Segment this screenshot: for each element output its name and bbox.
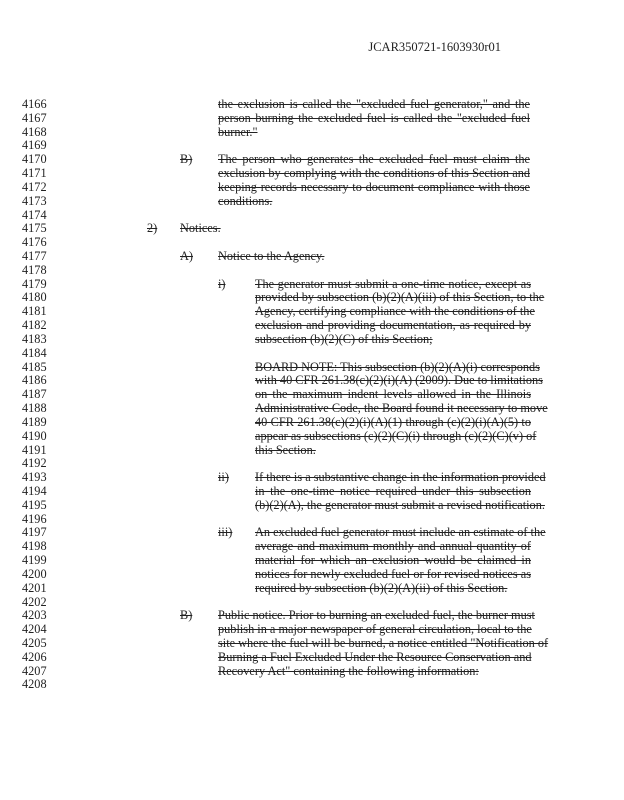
- document-line: [0, 539, 624, 553]
- document-line: [0, 180, 624, 194]
- subsection-label: A): [180, 249, 193, 264]
- document-line: [0, 111, 624, 125]
- line-number: 4205: [22, 635, 47, 650]
- line-number: 4202: [22, 594, 47, 609]
- document-line: [0, 456, 624, 470]
- document-line: [0, 332, 624, 346]
- line-number: 4166: [22, 97, 47, 111]
- line-text: subsection (b)(2)(C) of this Section;: [255, 331, 433, 346]
- document-line: [0, 263, 624, 277]
- line-text: The generator must submit a one-time notice, except as: [255, 276, 531, 291]
- line-number: 4200: [22, 566, 47, 581]
- line-number: 4173: [22, 193, 47, 208]
- line-text: Agency, certifying compliance with the conditions of the: [255, 304, 535, 319]
- line-number: 4190: [22, 428, 47, 443]
- document-line: [0, 221, 624, 235]
- line-text: person burning the excluded fuel is called the "excluded fuel: [218, 110, 530, 125]
- line-text: conditions.: [218, 193, 273, 208]
- document-line: [0, 125, 624, 139]
- document-line: [0, 567, 624, 581]
- line-text: material for which an exclusion would be claimed in: [255, 553, 531, 568]
- line-number: 4206: [22, 649, 47, 664]
- line-text: in the one-time notice required under this subsection: [255, 483, 531, 498]
- line-text: Burning a Fuel Excluded Under the Resource Conservation and: [218, 649, 532, 664]
- line-text: Notices.: [180, 221, 221, 236]
- document-line: [0, 484, 624, 498]
- line-number: 4172: [22, 179, 47, 194]
- document-line: [0, 525, 624, 539]
- line-number: 4204: [22, 622, 47, 637]
- line-number: 4183: [22, 331, 47, 346]
- line-text: with 40 CFR 261.38(c)(2)(i)(A) (2009). Due to limitations: [255, 373, 543, 388]
- document-line: [0, 208, 624, 222]
- document-line: [0, 443, 624, 457]
- line-number: 4195: [22, 497, 47, 512]
- line-text: keeping records necessary to document compliance with those: [218, 179, 530, 194]
- document-line: [0, 622, 624, 636]
- document-line: [0, 97, 624, 111]
- subsection-label: B): [180, 608, 193, 623]
- line-text: 40 CFR 261.38(c)(2)(i)(A)(1) through (c)(2)(i)(A)(5) to: [255, 414, 531, 429]
- line-number: 4187: [22, 387, 47, 402]
- line-text: publish in a major newspaper of general circulation, local to the: [218, 622, 532, 637]
- line-number: 4188: [22, 401, 47, 416]
- document-line: [0, 512, 624, 526]
- document-line: [0, 650, 624, 664]
- subsection-label: B): [180, 152, 193, 167]
- document-line: [0, 429, 624, 443]
- document-line: [0, 373, 624, 387]
- document-line: [0, 470, 624, 484]
- line-text: the exclusion is called the "excluded fuel generator," and the: [218, 97, 530, 111]
- line-text: this Section.: [255, 442, 316, 457]
- line-text: appear as subsections (c)(2)(C)(i) through (c)(2)(C)(v) of: [255, 428, 537, 443]
- document-line: [0, 401, 624, 415]
- line-number: 4178: [22, 262, 47, 277]
- line-text: provided by subsection (b)(2)(A)(iii) of this Section, to the: [255, 290, 545, 305]
- document-line: [0, 152, 624, 166]
- document-line: [0, 166, 624, 180]
- document-line: [0, 415, 624, 429]
- line-text: required by subsection (b)(2)(A)(ii) of this Section.: [255, 580, 508, 595]
- line-text: exclusion by complying with the conditions of this Section and: [218, 166, 530, 181]
- line-text: (b)(2)(A), the generator must submit a revised notification.: [255, 497, 545, 512]
- document-id-header: JCAR350721-1603930r01: [368, 40, 501, 54]
- document-line: [0, 318, 624, 332]
- document-line: [0, 553, 624, 567]
- document-line: [0, 304, 624, 318]
- document-line: [0, 360, 624, 374]
- line-text: average and maximum monthly and annual quantity of: [255, 539, 531, 554]
- line-text: Recovery Act" containing the following information:: [218, 663, 479, 678]
- document-line: [0, 636, 624, 650]
- document-line: [0, 387, 624, 401]
- line-number: 4177: [22, 249, 47, 264]
- document-line: [0, 346, 624, 360]
- line-text: burner.": [218, 124, 258, 139]
- document-line: [0, 277, 624, 291]
- line-number: 4184: [22, 345, 47, 360]
- line-number: 4179: [22, 276, 47, 291]
- line-number: 4180: [22, 290, 47, 305]
- line-number: 4199: [22, 553, 47, 568]
- line-number: 4189: [22, 414, 47, 429]
- line-text: site where the fuel will be burned, a notice entitled "Notification of: [218, 635, 549, 650]
- line-text: The person who generates the excluded fuel must claim the: [218, 152, 530, 167]
- line-number: 4175: [22, 221, 47, 236]
- line-text: BOARD NOTE: This subsection (b)(2)(A)(i) corresponds: [255, 359, 540, 374]
- line-number: 4192: [22, 456, 47, 471]
- line-number: 4193: [22, 470, 47, 485]
- subsection-label: iii): [218, 525, 233, 540]
- line-number: 4171: [22, 166, 47, 181]
- document-line: [0, 498, 624, 512]
- line-number: 4169: [22, 138, 47, 153]
- line-number: 4194: [22, 483, 47, 498]
- document-line: [0, 290, 624, 304]
- subsection-label: 2): [147, 221, 158, 236]
- document-line: [0, 677, 624, 691]
- document-line: [0, 595, 624, 609]
- line-number: 4168: [22, 124, 47, 139]
- document-line: [0, 194, 624, 208]
- line-text: Administrative Code, the Board found it necessary to move: [255, 401, 548, 416]
- line-text: on the maximum indent levels allowed in the Illinois: [255, 387, 531, 402]
- document-line: [0, 608, 624, 622]
- document-line: [0, 664, 624, 678]
- document-line: [0, 581, 624, 595]
- document-line: [0, 235, 624, 249]
- line-number: 4181: [22, 304, 47, 319]
- line-number: 4170: [22, 152, 47, 167]
- line-text: Public notice. Prior to burning an excluded fuel, the burner must: [218, 608, 535, 623]
- line-number: 4176: [22, 235, 47, 250]
- line-number: 4197: [22, 525, 47, 540]
- subsection-label: i): [218, 276, 226, 291]
- line-number: 4174: [22, 207, 47, 222]
- line-number: 4191: [22, 442, 47, 457]
- line-number: 4198: [22, 539, 47, 554]
- line-number: 4196: [22, 511, 47, 526]
- line-text: An excluded fuel generator must include an estimate of the: [255, 525, 546, 540]
- subsection-label: ii): [218, 470, 229, 485]
- line-number: 4201: [22, 580, 47, 595]
- line-number: 4182: [22, 318, 47, 333]
- line-text: notices for newly excluded fuel or for revised notices as: [255, 566, 531, 581]
- line-text: Notice to the Agency.: [218, 249, 325, 264]
- line-number: 4207: [22, 663, 47, 678]
- line-number: 4167: [22, 110, 47, 125]
- document-line: [0, 138, 624, 152]
- line-number: 4208: [22, 677, 47, 692]
- line-number: 4203: [22, 608, 47, 623]
- line-number: 4185: [22, 359, 47, 374]
- document-line: [0, 249, 624, 263]
- line-text: exclusion and providing documentation, as required by: [255, 318, 531, 333]
- line-text: If there is a substantive change in the information provided: [255, 470, 546, 485]
- line-number: 4186: [22, 373, 47, 388]
